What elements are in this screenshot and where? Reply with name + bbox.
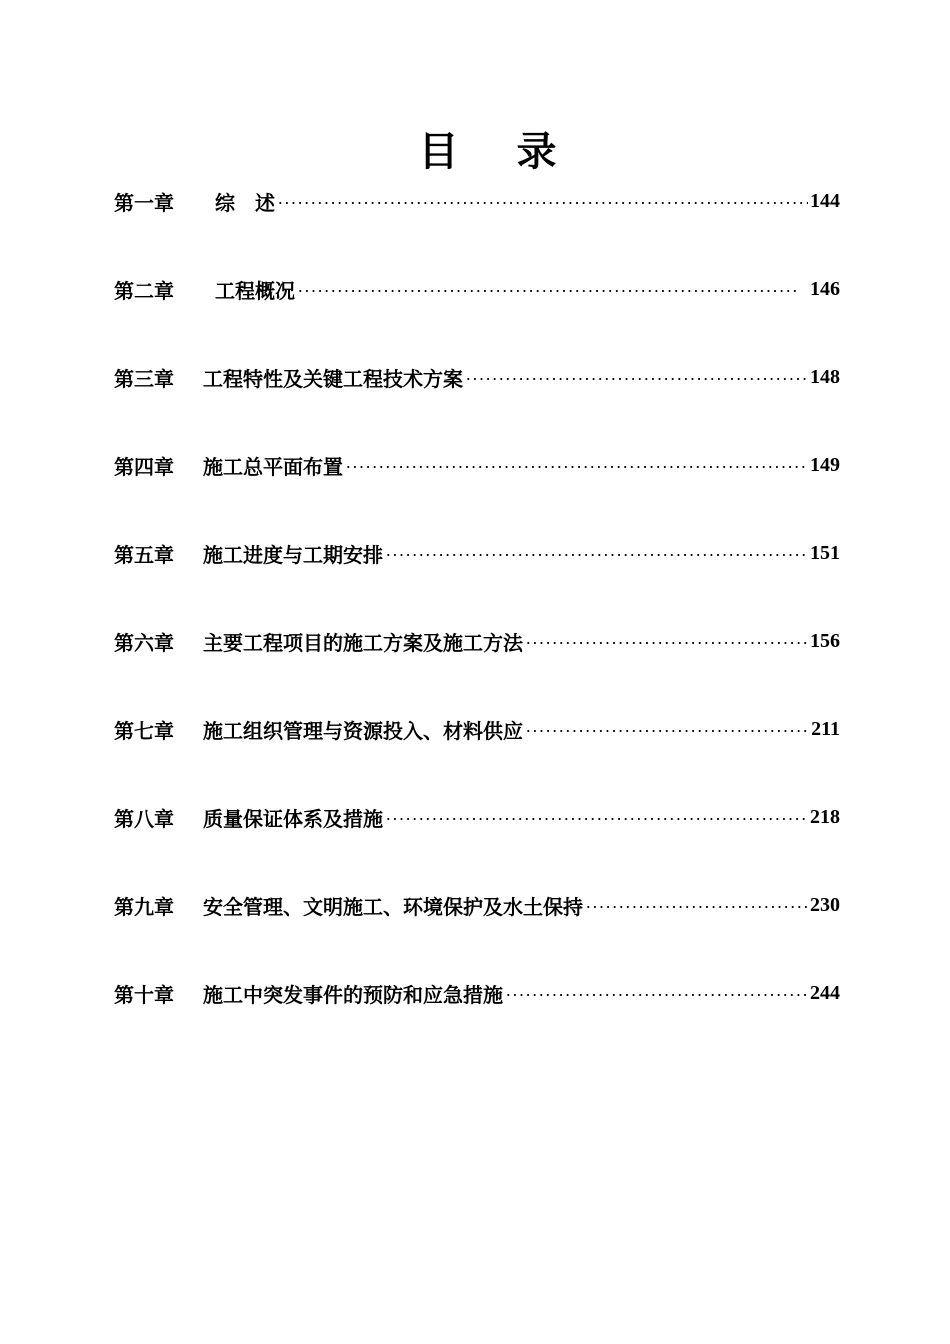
- toc-chapter-label: 第三章: [114, 366, 174, 391]
- toc-entry[interactable]: [114, 448, 840, 482]
- toc-chapter-label: 第十章: [114, 982, 174, 1007]
- toc-entry[interactable]: [114, 184, 840, 218]
- toc-dot-leader: [465, 378, 808, 380]
- toc-dot-leader: [345, 466, 808, 468]
- toc-entry[interactable]: [114, 536, 840, 570]
- toc-chapter-label: 第二章: [114, 278, 174, 303]
- toc-dot-leader: [277, 202, 808, 204]
- toc-page-number: 151: [810, 541, 840, 564]
- toc-title-char-2: 录: [516, 128, 557, 175]
- toc-title: [0, 128, 950, 176]
- toc-entry[interactable]: [114, 976, 840, 1010]
- toc-page-number: 156: [810, 629, 840, 652]
- toc-page-number: 149: [810, 453, 840, 476]
- toc-chapter-label: 第四章: [114, 454, 174, 479]
- toc-entry[interactable]: [114, 888, 840, 922]
- toc-chapter-label: 第七章: [114, 718, 174, 743]
- toc-page-number: 244: [810, 981, 840, 1004]
- toc-heading: 工程特性及关键工程技术方案: [203, 366, 463, 391]
- toc-dot-leader: [385, 818, 808, 820]
- toc-dot-leader: [297, 290, 796, 292]
- toc-page-number: 144: [810, 189, 840, 212]
- toc-chapter-label: 第九章: [114, 894, 174, 919]
- toc-page-number: 230: [810, 893, 840, 916]
- toc-heading: 施工总平面布置: [203, 454, 343, 479]
- toc-heading: 工程概况: [215, 278, 295, 303]
- toc-heading: 质量保证体系及措施: [203, 806, 383, 831]
- toc-heading: 施工进度与工期安排: [203, 542, 383, 567]
- toc-page-number: 211: [811, 717, 840, 740]
- toc-heading: 安全管理、文明施工、环境保护及水土保持: [203, 894, 583, 919]
- toc-heading: 综 述: [215, 190, 275, 215]
- toc-heading: 施工组织管理与资源投入、材料供应: [203, 718, 523, 743]
- toc-chapter-label: 第八章: [114, 806, 174, 831]
- toc-page-number: 146: [810, 277, 840, 300]
- toc-dot-leader: [385, 554, 808, 556]
- toc-entry[interactable]: [114, 360, 840, 394]
- toc-dot-leader: [525, 642, 808, 644]
- toc-chapter-label: 第六章: [114, 630, 174, 655]
- toc-title-char-1: 目: [418, 128, 459, 175]
- toc-page-number: 148: [810, 365, 840, 388]
- toc-dot-leader: [505, 994, 808, 996]
- toc-entry[interactable]: [114, 272, 840, 306]
- toc-dot-leader: [585, 906, 808, 908]
- toc-heading: 主要工程项目的施工方案及施工方法: [203, 630, 523, 655]
- toc-dot-leader: [525, 730, 809, 732]
- toc-entry[interactable]: [114, 624, 840, 658]
- toc-page-number: 218: [810, 805, 840, 828]
- toc-list: [114, 184, 840, 1064]
- toc-chapter-label: 第五章: [114, 542, 174, 567]
- toc-chapter-label: 第一章: [114, 190, 174, 215]
- toc-entry[interactable]: [114, 800, 840, 834]
- toc-entry[interactable]: [114, 712, 840, 746]
- toc-heading: 施工中突发事件的预防和应急措施: [203, 982, 503, 1007]
